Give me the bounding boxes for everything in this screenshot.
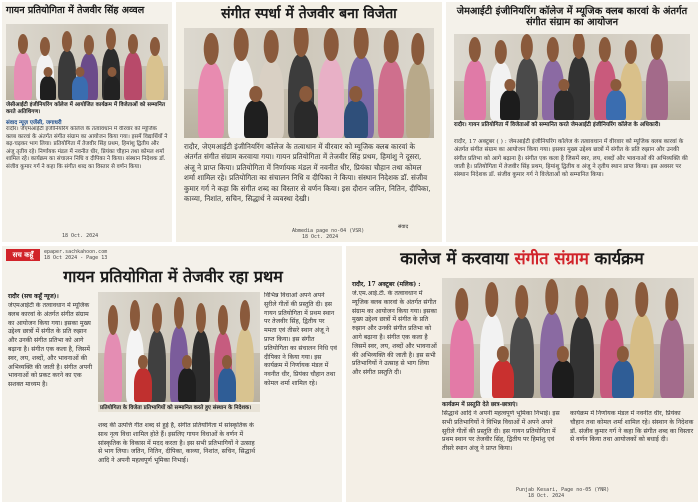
clip5-caption: कार्यक्रम में प्रस्तुति देते छात्र-छात्राएं। <box>442 402 518 408</box>
clip1-photo <box>6 24 168 100</box>
clip1-date: 18 Oct. 2024 <box>62 233 99 239</box>
clip4-body-bottom: शब्द की उत्पत्ति गीत शब्द से हुई है, संगीत प्रतियोगिता में सांस्कृतिक के साथ नृत्य विधा शामिल होते हैं। इसलिए गायन विधाओं के वर्णन में सांस्कृतिक के विकास में मदद करता है। इस सभी प्रतिभागियों ने उत्साह से भाग लिया। जतिन, नितिन, दीपिका, काव्या, निशांत, सचिन, सिद्धार्थ आदि ने अपनी महत्वपूर्ण भूमिका निभाई। <box>98 422 256 465</box>
clip5-body-mid: सिद्धार्थ आदि ने अपनी महत्वपूर्ण भूमिका निभाई। इस सभी प्रतिभागियों ने विभिन्न विधाओं में अपने अपने सुरीले गीतों की प्रस्तुति दी। इस गायन प्रतियोगिता में प्रथम स्थान पर तेजवीर सिंह, द्वितीय पर हिमांशु एवं तीसरे स्थान अंजू ने प्राप्त किया। <box>442 410 560 453</box>
clip4-caption: प्रतियोगिता के विजेता प्रतिभागियों को सम्मानित करते हुए संस्थान के निदेशक। <box>98 404 260 412</box>
clip4-source: epaper.sachkahoon.com <box>44 249 108 255</box>
news-clip-3 <box>446 2 698 242</box>
clip2-source: Abmedia page no-04 (VSR) <box>292 228 365 234</box>
clip4-photo <box>98 292 260 402</box>
clip2-signature: संवाद <box>398 224 409 230</box>
clip4-headline: गायन प्रतियोगिता में तेजवीर रहा प्रथम <box>63 267 283 286</box>
clip5-date: 18 Oct. 2024 <box>528 493 565 499</box>
clip2-body: रादौर, जेएमआईटी इंजीनियरिंग कॉलेज के तत्वाधान में वीरवार को म्यूजिक क्लब कारवां के अंतर्गत संगीत संग्राम करवाया गया। गायन प्रतियोगिता में तेजवीर सिंह प्रथम, हिमांशु ने दूसरा, अंजू ने प्राप्त किया। प्रतियोगिता में निर्णायक मंडल में नवनीत धीर, प्रियंका चौहान तथा कोमल शर्मा शामिल रहे। प्रतियोगिता का संचालन निधि व दीपिका ने किया। संस्थान निदेशक डॉ. संजीव कुमार गर्ग ने कहा कि संगीत शब्द का विस्तार से वर्णन किया। इस दौरान जतिन, नितिन, दीपिका, काव्या, निशांत, सचिन, सिद्धार्थ ने व्यवस्था देखी। <box>184 142 431 204</box>
news-clip-2 <box>176 2 442 242</box>
clip4-masthead-logo <box>6 249 40 261</box>
clip4-byline: रादौर (सच कहूँ न्यूज)। <box>8 293 59 300</box>
clip5-headline <box>350 250 694 268</box>
clip5-headline-prefix: कालेज में करवाया <box>400 249 509 268</box>
clip5-photo <box>442 278 694 398</box>
clip4-body-left: जेएमआईटी के तत्वावधान में म्यूजिक क्लब कारवां के अंतर्गत संगीत संग्राम का आयोजन किया गया। इसका मुख्य उद्देश्य छात्रों में संगीत के प्रति रुझान और उनकी संगीत प्रतिभा को आगे बढ़ाना है। संगीत एक कला है, जिसमें स्वर, लय, शब्दों, और भावनाओं की अभिव्यक्ति की जाती है। संगीत अपनी भावनाओं को प्रकट करने का एक सशक्त माध्यम है। <box>8 302 93 389</box>
clip2-date: 18 Oct. 2024 <box>302 234 339 240</box>
clip1-byline: संवाद न्यूज़ एजेंसी, जगाधरी <box>6 120 62 126</box>
clip1-caption: जेसीआईटी इंजीनियरिंग कॉलेज में आयोजित कार्यक्रम में विजेताओं को सम्मानित करते अतिथिगण। <box>6 102 165 115</box>
news-clip-5 <box>346 246 698 502</box>
clip5-headline-highlight: संगीत संग्राम <box>514 249 589 268</box>
clip4-body-right: विभिन्न विधाओं अपने अपने सुरीले गीतों की प्रस्तुति दी। इस गायन प्रतियोगिता में प्रथम स्थान पर तेजवीर सिंह, द्वितीय पर ममता एवं तीसरे स्थान अंजू ने प्राप्त किया। इस संगीत प्रतियोगिता का संचालन निधि एवं दीपिका ने किया गया। इस कार्यक्रम में निर्णायक मंडल में नवनीत धीर, प्रियंका चौहान तथा कोमल शर्मा शामिल रहे। <box>264 292 337 387</box>
clip4-masthead: सच कहूँ <box>12 251 34 259</box>
clip5-headline-suffix: कार्यक्रम <box>594 249 644 268</box>
clip2-headline: संगीत स्पर्धा में तेजवीर बना विजेता <box>221 6 397 22</box>
news-clip-1 <box>2 2 172 242</box>
clip5-source: Punjab Kesari, Page no-05 (YNR) <box>516 487 610 493</box>
clip2-photo <box>184 28 434 138</box>
clip3-caption: रादौर। गायन प्रतियोगिता में विजेताओं को सम्मानित करते जेमआईटी इंजीनियरिंग कॉलेज के अधिकारी। <box>454 122 661 128</box>
clip1-headline: गायन प्रतियोगिता में तेजवीर सिंह अव्वल <box>6 5 145 16</box>
clip3-body: रादौर, 17 अक्टूबर ( ) : जेमआईटी इंजीनियरिंग कॉलेज के तत्वावधान में वीरवार को म्यूजिक क्लब कारवां के अंतर्गत संगीत संग्राम का आयोजन किया गया। इसका मुख्य उद्देश्य छात्रों में संगीत के प्रति रुझान और उनकी संगीत प्रतिभा को आगे बढ़ाना है। संगीत एक कला है जिसमें स्वर, लय, शब्दों और भावनाओं की अभिव्यक्ति की जाती है। प्रतियोगिता में तेजवीर सिंह प्रथम, हिमांशु द्वितीय व अंजू ने तृतीय स्थान प्राप्त किया। इस अवसर पर संस्थान निदेशक डॉ. संजीव कुमार गर्ग ने विजेताओं को सम्मानित किया। <box>454 139 688 179</box>
clip1-body: रादौर। जेएमआईटी इंजीनियरिंग कॉलेज के तत्वावधान में वीरवार को म्यूजिक क्लब कारवां के अंतर्गत संगीत संग्राम का आयोजन किया गया। इसमें विद्यार्थियों ने बढ़-चढ़कर भाग लिया। प्रतियोगिता में तेजवीर सिंह प्रथम, हिमांशु द्वितीय और अंजू तृतीय रहे। निर्णायक मंडल में नवनीत धीर, प्रियंका चौहान तथा कोमल शर्मा शामिल रहे। कार्यक्रम का संचालन निधि व दीपिका ने किया। संस्थान निदेशक डॉ. संजीव कुमार गर्ग ने कहा कि संगीत शब्द का विस्तार से वर्णन किया। <box>6 126 168 170</box>
clip5-body-right: कार्यक्रम में निर्णायक मंडल में नवनीत धीर, प्रियंका चौहान तथा कोमल शर्मा शामिल रहे। संस्थान के निदेशक डॉ. संजीव कुमार गर्ग ने कहा कि संगीत शब्द का विस्तार से वर्णन किया तथा आयोजकों को बधाई दी। <box>570 410 694 444</box>
clip3-photo <box>454 34 690 120</box>
clip5-byline: रादौर, 17 अक्टूबर (मलिक) : <box>352 281 421 288</box>
news-clip-4 <box>2 246 342 502</box>
clip3-headline: जेमआईटी इंजीनियरिंग कॉलेज में म्यूजिक क्लब कारवां के अंतर्गत संगीत संग्राम का आयोजन <box>456 6 688 28</box>
clip5-body-left: जे.एम.आई.टी. के तत्वावधान में म्यूजिक क्लब कारवां के अंतर्गत संगीत संग्राम का आयोजन किया गया। इसका मुख्य उद्देश्य छात्रों में संगीत के प्रति रुझान और उनकी संगीत प्रतिभा को आगे बढ़ाना है। संगीत एक कला है जिसमें स्वर, लय, शब्दों और भावनाओं की अभिव्यक्ति की जाती है। इस सभी प्रतिभागियों ने उत्साह से भाग लिया और संगीत प्रस्तुति दी। <box>352 290 437 377</box>
clip4-date: 18 Oct 2024 - Page 13 <box>44 255 108 261</box>
